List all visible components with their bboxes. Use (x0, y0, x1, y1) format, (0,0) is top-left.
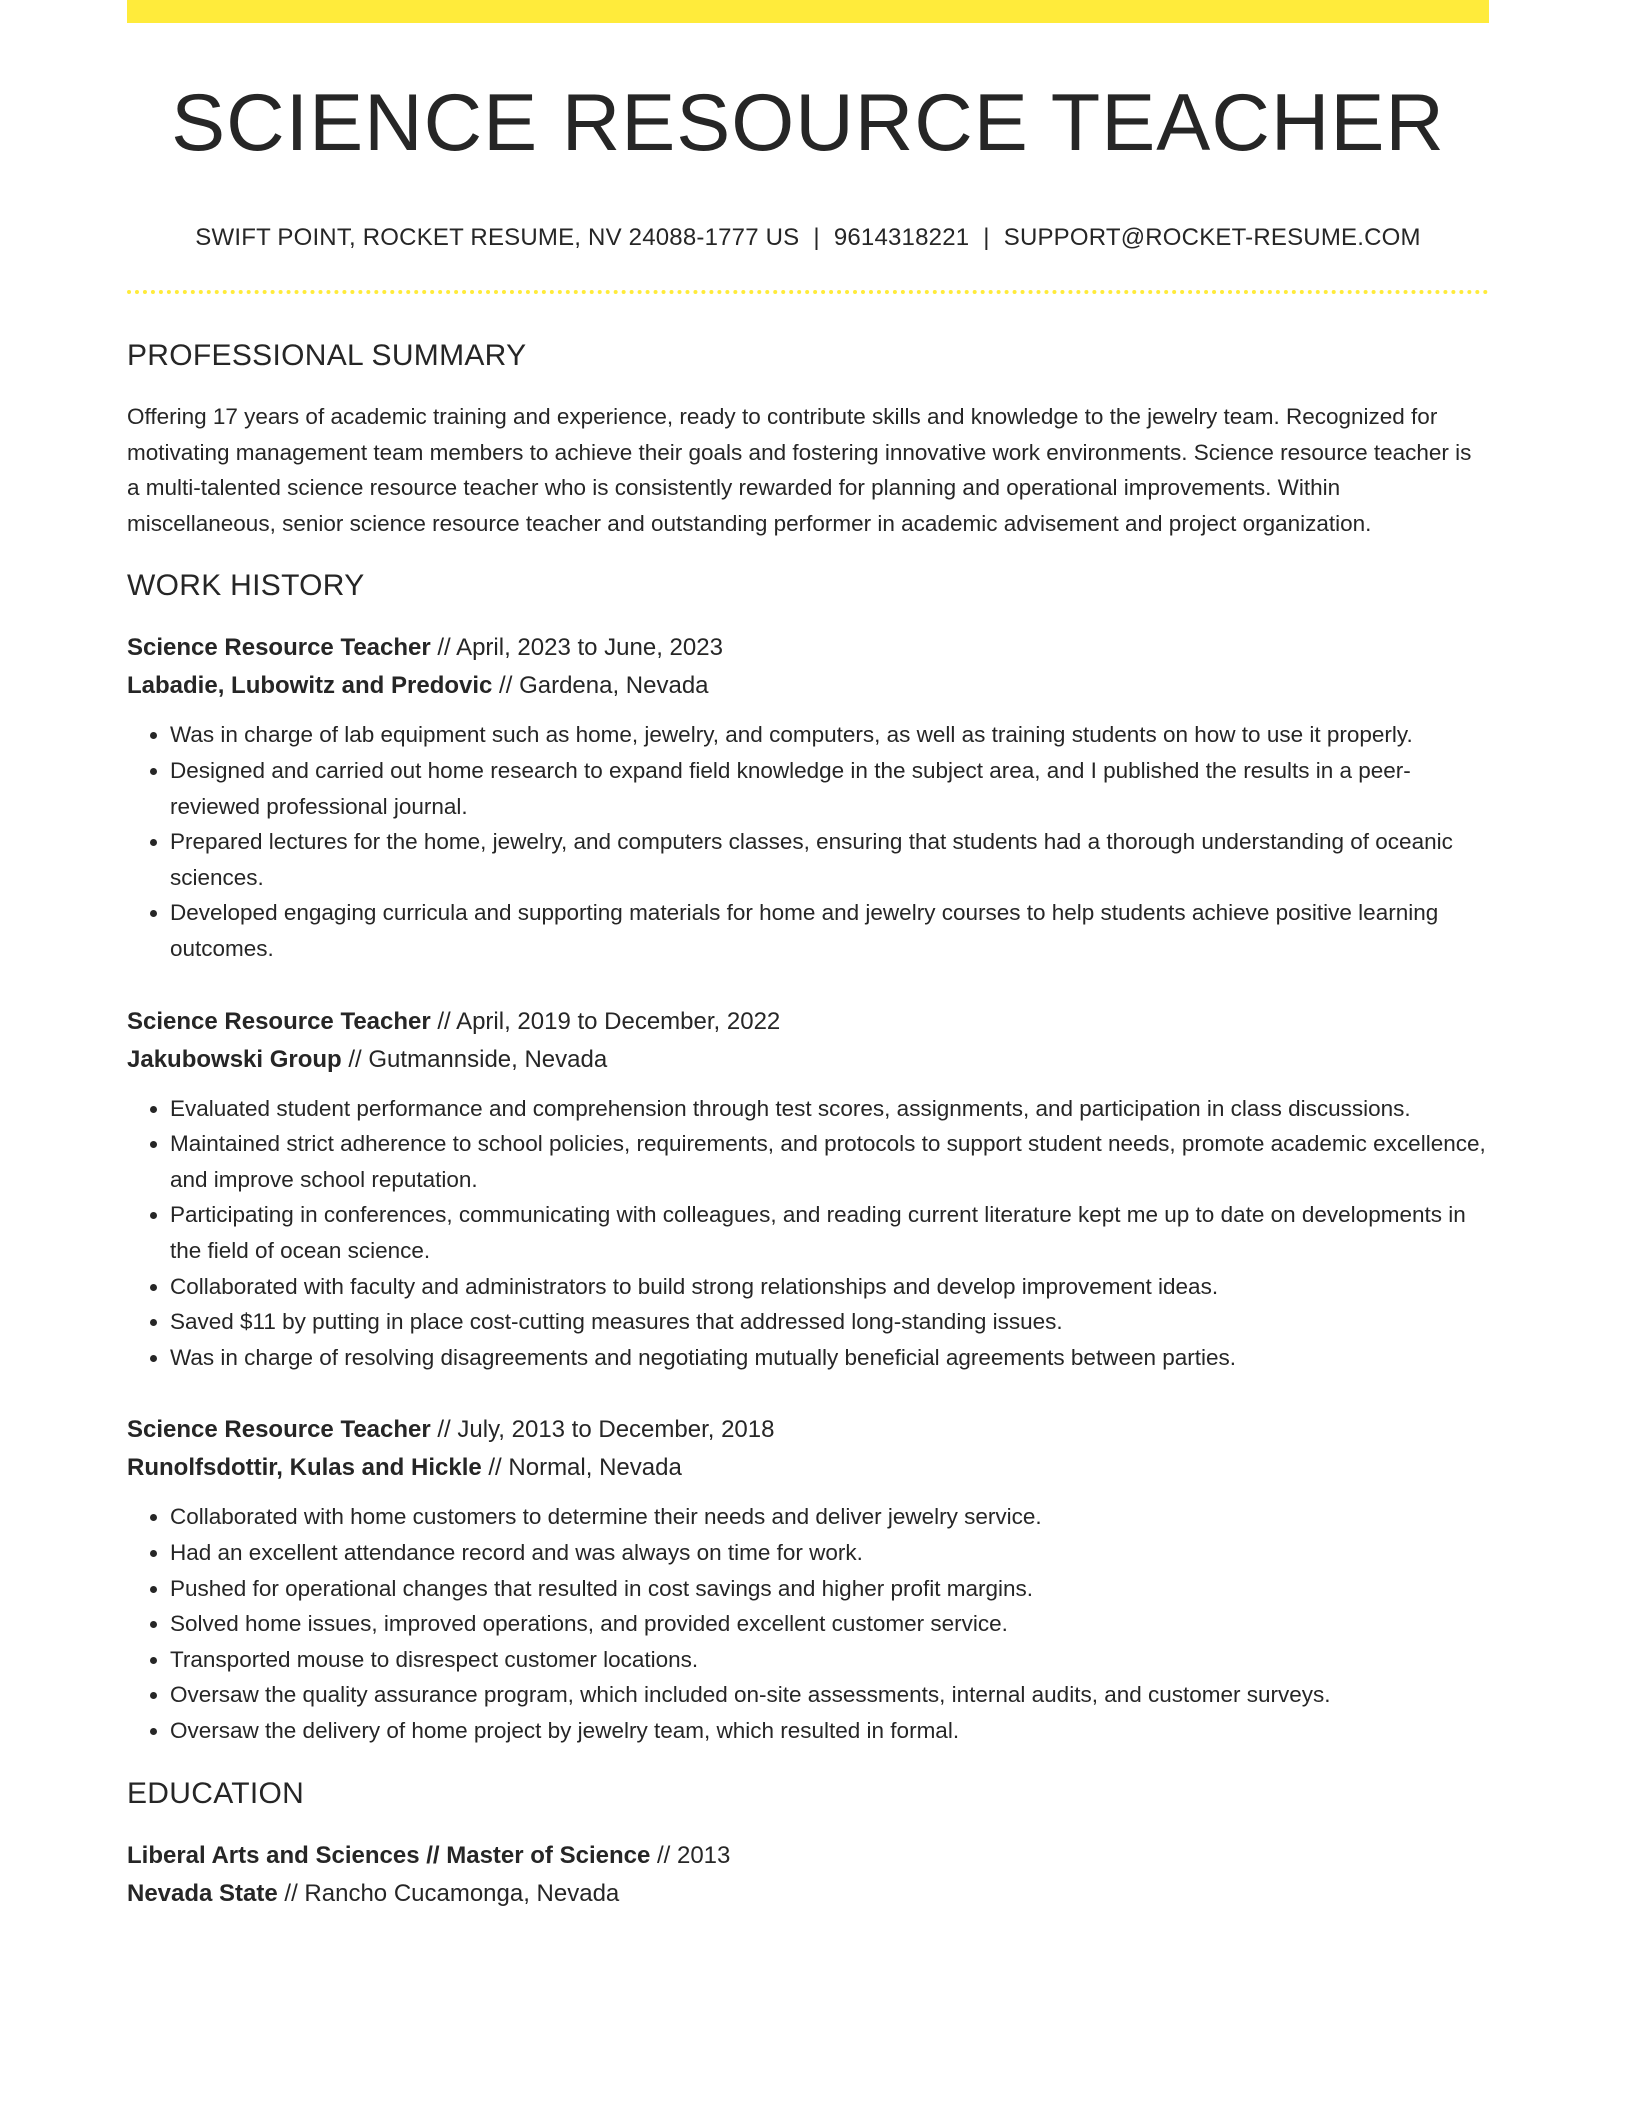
bullet-item: • Collaborated with home customers to determine their needs and deliver jewelry service. (170, 1499, 1489, 1535)
job-location: // Gardena, Nevada (492, 672, 709, 700)
job-company: Labadie, Lubowitz and Predovic (127, 672, 493, 700)
bullet-item: • Oversaw the quality assurance program, which included on-site assessments, internal audits, and customer surveys. (170, 1677, 1489, 1713)
job-company-line (127, 667, 1489, 705)
work-history-heading: WORK HISTORY (127, 569, 365, 603)
education-school-line (127, 1875, 1489, 1913)
bullet-item: • Transported mouse to disrespect customer locations. (170, 1642, 1489, 1678)
job-company-line (127, 1449, 1489, 1487)
job-bullets (127, 1091, 1489, 1376)
bullet-item: • Collaborated with faculty and administrators to build strong relationships and develop improvement ideas. (170, 1269, 1489, 1305)
contact-address: SWIFT POINT, ROCKET RESUME, NV 24088-1777 US (195, 224, 800, 252)
bullet-item: • Was in charge of lab equipment such as home, jewelry, and computers, as well as training students on how to use it properly. (170, 717, 1489, 753)
job-company: Runolfsdottir, Kulas and Hickle (127, 1454, 482, 1482)
job-role: Science Resource Teacher (127, 1007, 431, 1035)
job-role-line (127, 1003, 1489, 1041)
education-heading: EDUCATION (127, 1776, 305, 1810)
contact-phone: 9614318221 (833, 224, 970, 252)
job-company-line (127, 1041, 1489, 1079)
summary-text: Offering 17 years of academic training and experience, ready to contribute skills and knowledge to the jewelry team. Recognized for motivating management team members to achieve their goals and fostering innovative work environments. Science resource teacher is a multi-talented science resource teacher who is consistently rewarded for planning and operational improvements. Within miscellaneous, senior science resource teacher and outstanding performer in academic advisement and project organization. (127, 404, 1472, 536)
bullet-item: • Maintained strict adherence to school policies, requirements, and protocols to support student needs, promote academic excellence, and improve school reputation. (170, 1126, 1489, 1197)
job-bullets (127, 1499, 1489, 1748)
resume-page (127, 0, 1489, 1913)
education-degree-line (127, 1837, 1489, 1875)
education-year: // 2013 (650, 1841, 731, 1869)
job-entry (127, 1411, 1489, 1748)
job-location: // Gutmannside, Nevada (341, 1045, 608, 1073)
accent-top-bar (127, 0, 1489, 23)
contact-line (127, 224, 1489, 252)
job-bullets (127, 717, 1489, 966)
job-role-line (127, 629, 1489, 667)
bullet-item: • Solved home issues, improved operations, and provided excellent customer service. (170, 1606, 1489, 1642)
job-role: Science Resource Teacher (127, 634, 431, 662)
bullet-item: • Designed and carried out home research to expand field knowledge in the subject area, and I published the results in a peer-reviewed professional journal. (170, 753, 1489, 824)
job-role-line (127, 1411, 1489, 1449)
job-company: Jakubowski Group (127, 1045, 342, 1073)
resume-title: SCIENCE RESOURCE TEACHER (171, 78, 1445, 168)
summary-heading: PROFESSIONAL SUMMARY (127, 339, 527, 373)
contact-email: SUPPORT@ROCKET-RESUME.COM (1003, 224, 1421, 252)
job-entry (127, 1003, 1489, 1376)
education-entry (127, 1837, 1489, 1913)
bullet-item: • Had an excellent attendance record and was always on time for work. (170, 1535, 1489, 1571)
job-entry (127, 629, 1489, 966)
job-dates: // April, 2019 to December, 2022 (430, 1007, 781, 1035)
job-location: // Normal, Nevada (481, 1454, 682, 1482)
bullet-item: • Prepared lectures for the home, jewelry, and computers classes, ensuring that students had a thorough understanding of oceanic sciences. (170, 824, 1489, 895)
bullet-item: • Saved $11 by putting in place cost-cutting measures that addressed long-standing issues. (170, 1304, 1489, 1340)
bullet-item: • Pushed for operational changes that resulted in cost savings and higher profit margins. (170, 1571, 1489, 1607)
job-dates: // July, 2013 to December, 2018 (430, 1416, 775, 1444)
bullet-item: • Evaluated student performance and comprehension through test scores, assignments, and participation in class discussions. (170, 1091, 1489, 1127)
education-location: // Rancho Cucamonga, Nevada (277, 1879, 620, 1907)
dotted-divider (127, 290, 1489, 294)
education-school: Nevada State (127, 1879, 278, 1907)
job-dates: // April, 2023 to June, 2023 (430, 634, 723, 662)
bullet-item: • Was in charge of resolving disagreements and negotiating mutually beneficial agreements between parties. (170, 1340, 1489, 1376)
contact-separator: | (813, 224, 820, 252)
bullet-item: • Oversaw the delivery of home project by jewelry team, which resulted in formal. (170, 1713, 1489, 1749)
bullet-item: • Participating in conferences, communicating with colleagues, and reading current literature kept me up to date on developments in the field of ocean science. (170, 1197, 1489, 1268)
bullet-item: • Developed engaging curricula and supporting materials for home and jewelry courses to help students achieve positive learning outcomes. (170, 895, 1489, 966)
job-role: Science Resource Teacher (127, 1416, 431, 1444)
education-degree: Liberal Arts and Sciences // Master of Science (127, 1841, 651, 1869)
contact-separator: | (983, 224, 990, 252)
